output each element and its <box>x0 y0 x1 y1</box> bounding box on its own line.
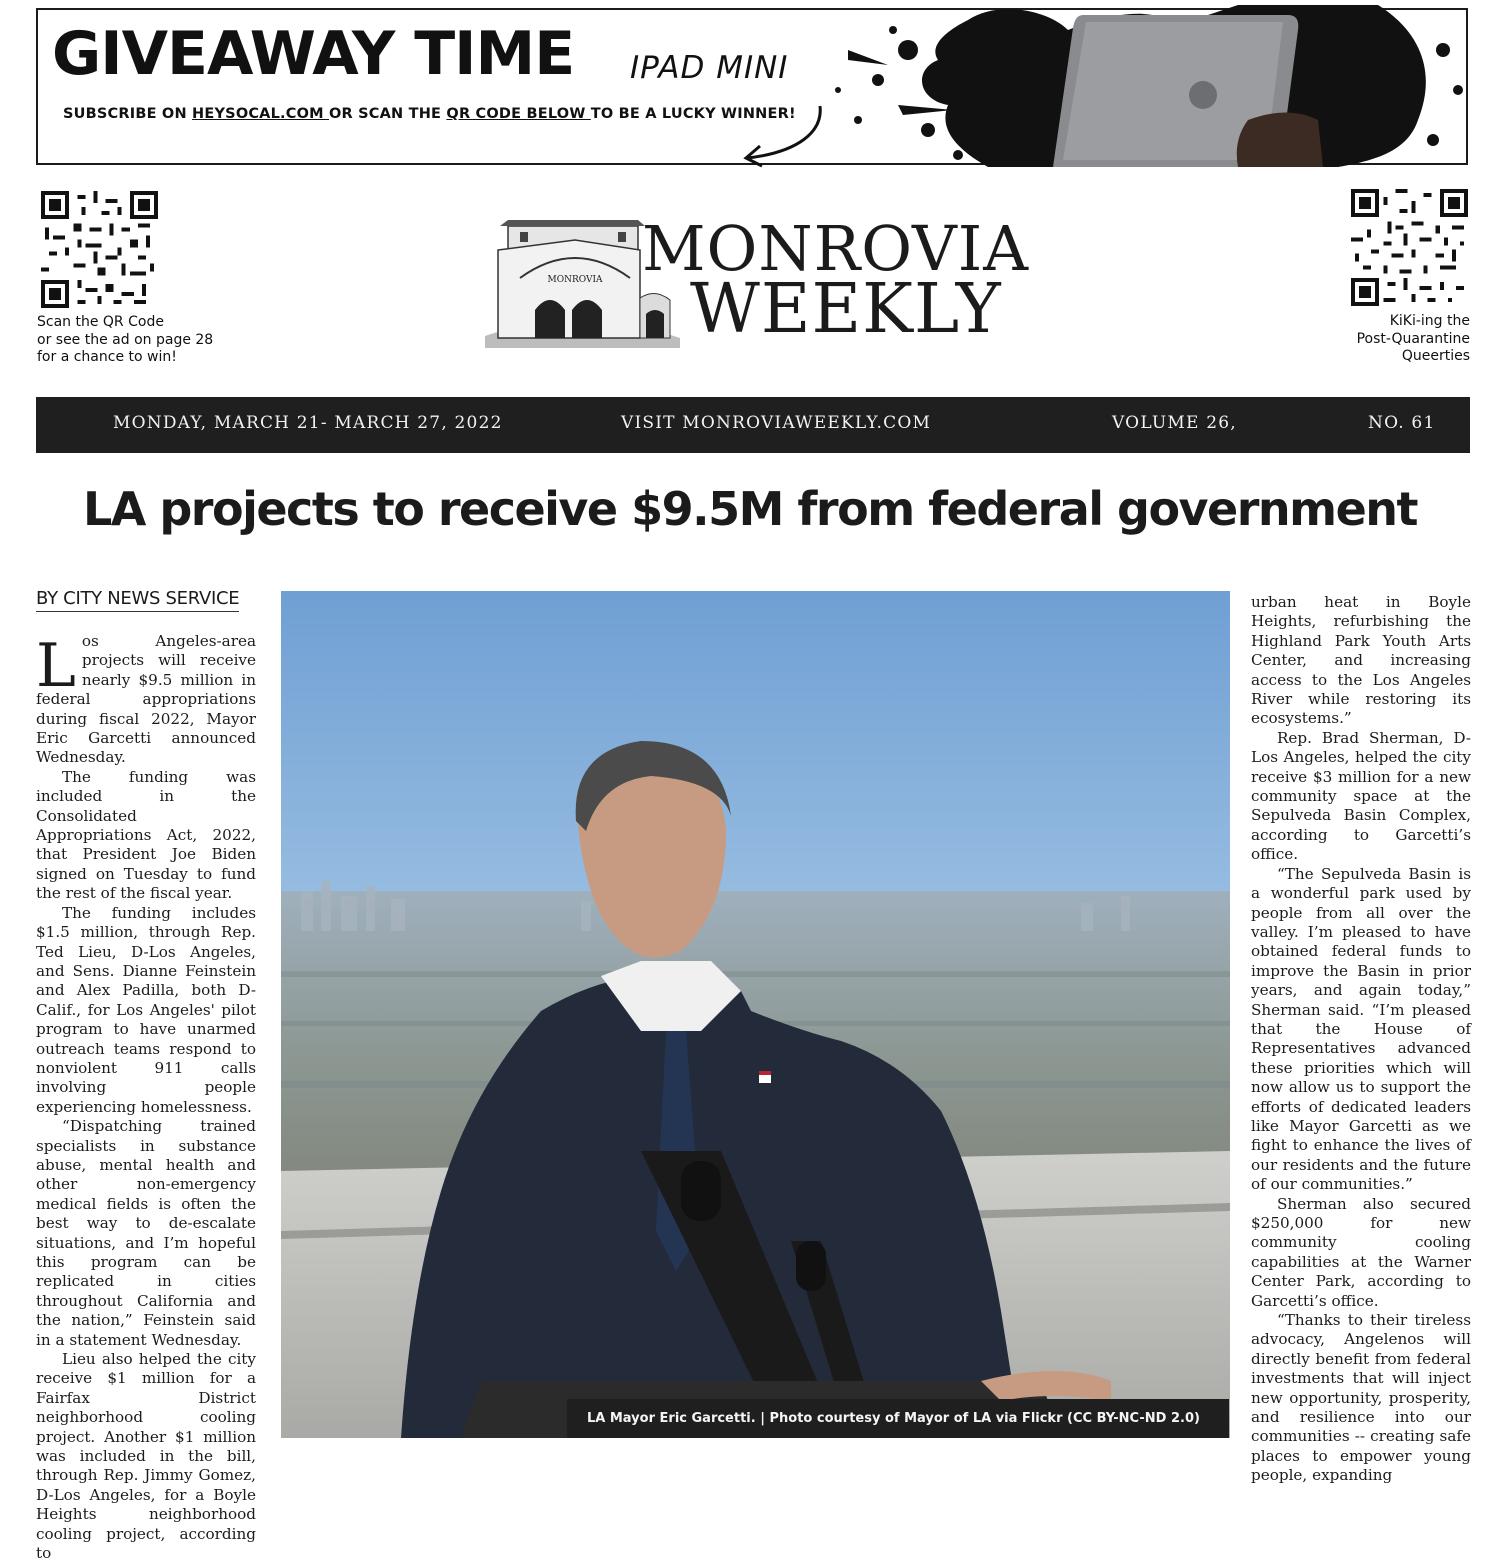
qr-code-icon[interactable] <box>41 191 158 308</box>
article-paragraph: urban heat in Boyle Heights, refurbishing the Highland Park Youth Arts Center, and increasing access to the Los Angeles River while restoring its ecosystems.” <box>1251 593 1471 728</box>
giveaway-title: GIVEAWAY TIME <box>52 19 575 89</box>
masthead-word-monrovia: MONROVIA <box>642 212 1030 285</box>
photo-caption: LA Mayor Eric Garcetti. | Photo courtesy of Mayor of LA via Flickr (CC BY-NC-ND 2.0) <box>567 1399 1229 1438</box>
giveaway-prize: IPAD MINI <box>630 50 789 86</box>
heysocal-link[interactable]: HEYSOCAL.COM <box>192 106 329 122</box>
website-link[interactable]: VISIT MONROVIAWEEKLY.COM <box>621 413 932 433</box>
winner-text: TO BE A LUCKY WINNER! <box>590 106 796 122</box>
ink-splat-graphic <box>818 10 1478 167</box>
qr-left-caption <box>37 314 257 367</box>
subscribe-text: SUBSCRIBE ON <box>63 106 193 122</box>
masthead-logo[interactable] <box>480 212 1030 353</box>
qr-left-caption-line: or see the ad on page 28 <box>37 331 214 348</box>
issue-date: MONDAY, MARCH 21- MARCH 27, 2022 <box>113 413 503 433</box>
qr-left-caption-line: Scan the QR Code <box>37 314 164 330</box>
article-paragraph <box>36 632 256 768</box>
ipad-image <box>1053 15 1323 167</box>
article-paragraph: “Thanks to their tireless advocacy, Angelenos will directly benefit from federal investments that will inject new opportunity, prosperity, and resilience into our communities -- creating safe places to empower young people, expanding <box>1251 1311 1471 1485</box>
scan-text: OR SCAN THE <box>329 106 447 122</box>
giveaway-banner[interactable] <box>36 8 1468 165</box>
mayor-photo-illustration <box>281 591 1230 1438</box>
qr-right-caption-line: KiKi-ing the <box>1389 313 1470 329</box>
article-paragraph: “Dispatching trained specialists in substance abuse, mental health and other non-emergency medical fields is often the best way to de-escalate situations, and I’m hopeful this program can be replicated in cities throughout California and the nation,” Feinstein said in a statement Wednesday. <box>36 1117 256 1349</box>
qr-right-caption-line: Post-Quarantine <box>1356 330 1470 347</box>
masthead-word-weekly: WEEKLY <box>690 270 1002 349</box>
drop-cap: L <box>36 631 76 701</box>
article-paragraph: Lieu also helped the city receive $1 million for a Fairfax District neighborhood cooling project. Another $1 million was included in the bill, through Rep. Jimmy Gomez, D-Los Angeles, for a Boyle Heights neighborhood cooling project, according to <box>36 1350 256 1563</box>
issue-number: NO. 61 <box>1368 413 1436 433</box>
qr-left-caption-line: for a chance to win! <box>37 349 177 365</box>
building-sign: MONROVIA <box>547 275 603 285</box>
article-column-left <box>36 631 256 1563</box>
mayor-photo[interactable] <box>281 591 1230 1438</box>
arrow-icon <box>738 102 828 172</box>
paragraph-text: os Angeles-area projects will receive nearly $9.5 million in federal appropriations during fiscal 2022, Mayor Eric Garcetti announced Wednesday. <box>36 632 256 767</box>
article-paragraph: The funding was included in the Consolidated Appropriations Act, 2022, that President Joe Biden signed on Tuesday to fund the rest of the fiscal year. <box>36 767 256 903</box>
article-headline: LA projects to receive $9.5M from federal government <box>82 482 1418 536</box>
giveaway-instructions <box>63 106 796 122</box>
article-paragraph: Sherman also secured $250,000 for new community cooling capabilities at the Warner Center Park, according to Garcetti’s office. <box>1251 1194 1471 1310</box>
qr-right-caption-line: Queerties <box>1401 348 1470 364</box>
article-paragraph: The funding includes $1.5 million, through Rep. Ted Lieu, D-Los Angeles, and Sens. Dianne Feinstein and Alex Padilla, both D-Calif., for Los Angeles' pilot program to have unarmed outreach teams respond to nonviolent 911 calls involving people experiencing homelessness. <box>36 903 256 1116</box>
qr-code-link[interactable]: QR CODE BELOW <box>446 106 591 122</box>
qr-code-icon[interactable] <box>1351 189 1468 306</box>
article-column-right <box>1251 593 1471 1485</box>
issue-info-bar <box>36 397 1470 453</box>
article-byline: BY CITY NEWS SERVICE <box>36 588 239 612</box>
qr-right-caption <box>1260 313 1470 366</box>
article-paragraph: Rep. Brad Sherman, D-Los Angeles, helped the city receive $3 million for a new community space at the Sepulveda Basin Complex, according to Garcetti’s office. <box>1251 728 1471 864</box>
article-paragraph: “The Sepulveda Basin is a wonderful park used by people from all over the valley. I’m pleased to have obtained federal funds to improve the Basin in prior years, and again today,” Sherman said. “I’m pleased that the House of Representatives advanced these priorities which will now allow us to support the efforts of dedicated leaders like Mayor Garcetti as we fight to enhance the lives of our residents and the future of our communities.” <box>1251 864 1471 1194</box>
issue-volume: VOLUME 26, <box>1112 413 1237 433</box>
